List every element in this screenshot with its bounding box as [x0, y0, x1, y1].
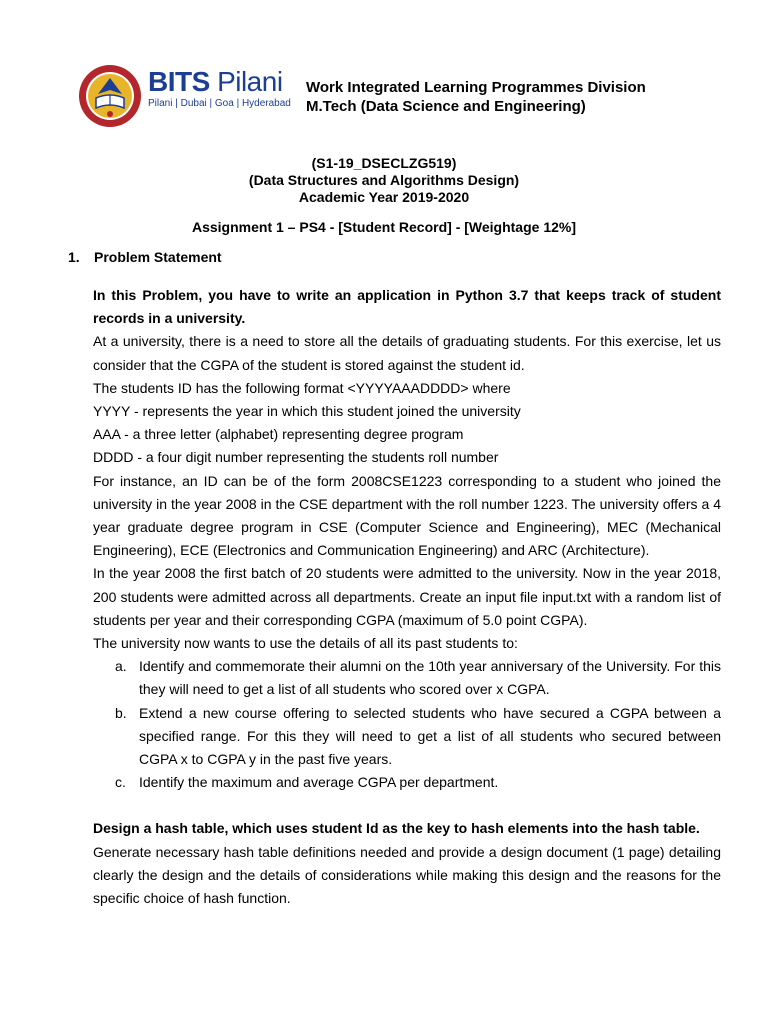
paragraph: The university now wants to use the details of all its past students to:: [93, 635, 518, 652]
division-line-2: M.Tech (Data Science and Engineering): [306, 98, 586, 115]
paragraph: YYYY - represents the year in which this student joined the university: [93, 403, 521, 420]
requirements-list: [93, 655, 721, 794]
paragraph: For instance, an ID can be of the form 2008CSE1223 corresponding to a student who joined the university in the year 2008 in the CSE department with the roll number 1223. The university offers a 4 year graduate degree program in CSE (Computer Science and Engineering), MEC (Mechanical Engineering), ECE (Electronics and Communication Engineering) and ARC (Architecture).: [93, 472, 721, 559]
design-paragraph: Generate necessary hash table definitions needed and provide a design document (1 page) detailing clearly the design and the details of considerations while making this design and the reasons for the specific choice of hash function.: [93, 843, 721, 907]
problem-statement-body: [93, 284, 721, 910]
paragraph: At a university, there is a need to store all the details of graduating students. For this exercise, let us consider that the CGPA of the student is stored against the student id.: [93, 333, 721, 373]
course-name: (Data Structures and Algorithms Design): [248, 172, 520, 188]
section-number: 1.: [68, 249, 80, 265]
course-code: (S1-19_DSECLZG519): [311, 155, 457, 171]
paragraph: AAA - a three letter (alphabet) representing degree program: [93, 426, 464, 443]
university-seal-icon: [78, 64, 142, 128]
paragraph: DDDD - a four digit number representing the students roll number: [93, 449, 499, 466]
spacer: [93, 794, 721, 817]
list-marker: b.: [115, 704, 127, 721]
brand-name: BITS Pilani: [148, 66, 283, 97]
list-marker: c.: [115, 774, 126, 791]
division-heading: [306, 78, 646, 116]
brand-campuses: Pilani | Dubai | Goa | Hyderabad: [148, 98, 291, 109]
list-item-text: Identify the maximum and average CGPA per department.: [139, 774, 499, 791]
intro-bold-paragraph: In this Problem, you have to write an application in Python 3.7 that keeps track of student records in a university.: [93, 287, 721, 327]
design-bold-paragraph: Design a hash table, which uses student Id as the key to hash elements into the hash table.: [93, 820, 700, 837]
academic-year: Academic Year 2019-2020: [298, 189, 470, 205]
paragraph: In the year 2008 the first batch of 20 students were admitted to the university. Now in the year 2018, 200 students were admitted across all departments. Create an input file input.txt with a random list of students per year and their corresponding CGPA (maximum of 5.0 point CGPA).: [93, 565, 721, 628]
list-item: [93, 655, 721, 701]
assignment-title: Assignment 1 – PS4 - [Student Record] - [Weightage 12%]: [191, 219, 577, 235]
paragraph: The students ID has the following format <YYYYAAADDDD> where: [93, 379, 511, 396]
list-item: [93, 771, 721, 794]
list-item-text: Identify and commemorate their alumni on the 10th year anniversary of the University. For this they will need to get a list of all students who scored over x CGPA.: [139, 658, 721, 698]
division-line-1: Work Integrated Learning Programmes Division: [306, 79, 646, 96]
list-item-text: Extend a new course offering to selected students who have secured a CGPA between a specified range. For this they will need to get a list of all students who secured between CGPA x to CGPA y in the past five years.: [139, 704, 721, 768]
list-marker: a.: [115, 658, 127, 675]
list-item: [93, 702, 721, 772]
section-heading: [68, 249, 222, 265]
bits-pilani-logo: [78, 64, 291, 128]
section-title: Problem Statement: [94, 249, 222, 265]
